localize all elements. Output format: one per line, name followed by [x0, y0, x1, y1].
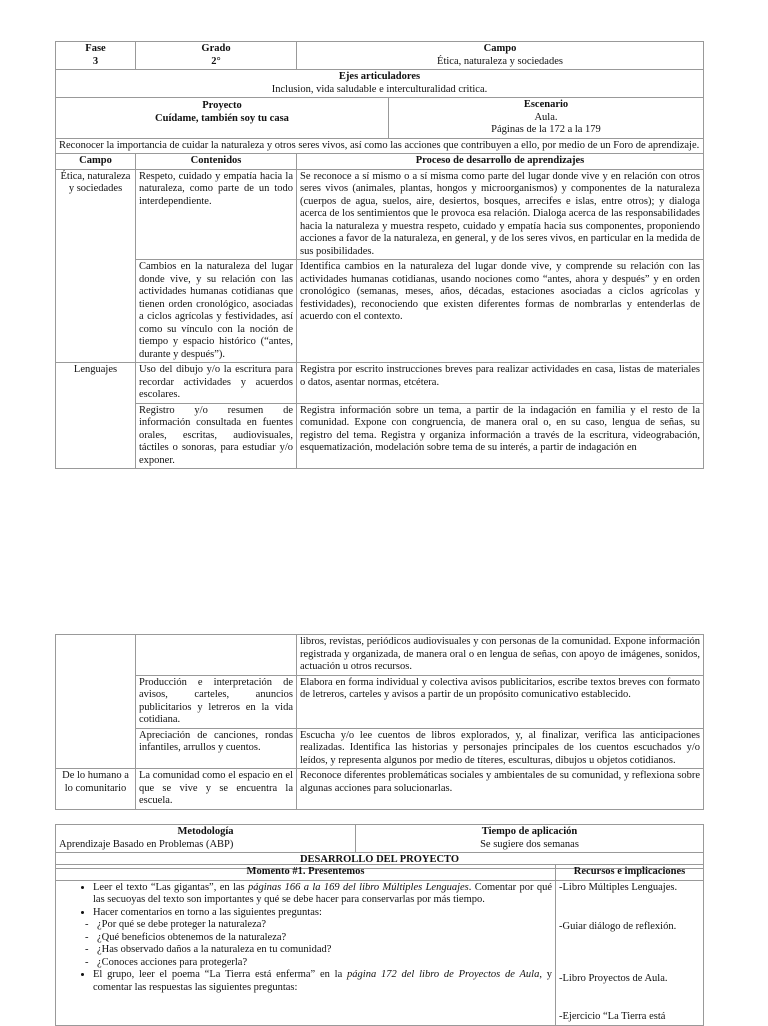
ejes-value: Inclusion, vida saludable e interculturalidad critica. [271, 83, 488, 95]
grado-label: Grado [201, 43, 231, 54]
question-item: - ¿Qué beneficios obtenemos de la naturaleza? [59, 932, 552, 945]
activity-ref: páginas 166 a la 169 del libro Múltiples Lenguajes [248, 881, 469, 893]
proceso-cell: Elabora en forma individual y colectiva avisos publicitarios, escribe textos breves con formato de letreros, carteles y avisos a partir de un propósito comunicativo establecido. [297, 675, 704, 728]
activity-text: El grupo, leer el poema “La Tierra está enferma” en la [93, 969, 348, 980]
recurso-item: -Ejercicio “La Tierra está [559, 1011, 666, 1022]
proceso-cell: Registra información sobre un tema, a partir de la indagación en familia y el resto de la comunidad. Expone con congruencia, de manera oral o, en su caso, lengua de señas, su registro del tema. Registra y organiza información a través de la escritura, videograbación, esquematización, modelación sobre tema de su interés, a partir de indagación en [297, 403, 704, 469]
col-header-campo: Campo [56, 154, 136, 170]
proceso-cell: libros, revistas, periódicos audiovisuales y con personas de la comunidad. Expone información registrada y organizada, de manera oral o en lengua de señas, con apoyo de imágenes, sonidos, actuación u otros recursos. [297, 635, 704, 676]
metodologia-label: Metodología [177, 826, 234, 837]
campo-etica: Ética, naturaleza y sociedades [56, 169, 136, 363]
activity-text: Hacer comentarios en torno a las siguientes preguntas: [93, 906, 322, 918]
ejes-cell [56, 70, 704, 98]
campo-cell [297, 42, 704, 70]
activity-text: . Comentar por qué las secuoyas del texto son importantes y qué se debe hacer para conservarlas por más tiempo. [93, 881, 552, 905]
recursos-title: Recursos e implicaciones [556, 865, 704, 881]
campo-continued [56, 635, 136, 769]
fase-label: Fase [85, 43, 106, 54]
metodologia-value: Aprendizaje Basado en Problemas (ABP) [59, 838, 234, 850]
fase-cell [56, 42, 136, 70]
objetivo-cell: Reconocer la importancia de cuidar la naturaleza y otros seres vivos, así como las acciones que contribuyen a ello, por medio de un Foro de aprendizaje. [56, 138, 704, 154]
escenario-label: Escenario [523, 99, 569, 110]
col-header-proceso: Proceso de desarrollo de aprendizajes [297, 154, 704, 170]
grado-cell [136, 42, 297, 70]
desarrollo-title: DESARROLLO DEL PROYECTO [56, 853, 704, 869]
activities-list [59, 969, 552, 994]
proceso-cell: Reconoce diferentes problemáticas sociales y ambientales de su comunidad, y reflexiona sobre algunas acciones para solucionarlas. [297, 769, 704, 810]
questions-list [59, 919, 552, 969]
activity-ref: página 172 del libro de Proyectos de Aula [347, 969, 540, 980]
contenido-cell: La comunidad como el espacio en el que se vive y se encuentra la escuela. [136, 769, 297, 810]
recurso-item: -Libro Múltiples Lenguajes. [559, 881, 678, 893]
proceso-cell: Se reconoce a sí mismo o a sí misma como parte del lugar donde vive y en relación con otros seres vivos (animales, plantas, hongos y microorganismos) y componentes de la naturaleza (cuerpos de agua, suelos, aire, desiertos, bosques, arrecifes e islas, entre otros); y dialoga acerca de los sentimientos que le provoca esa relación. Dialoga acerca de las responsabilidades hacia la naturaleza y muestra respeto, cuidado y empatía hacia sus componentes, proponiendo acciones a favor de la naturaleza, en general, y de los seres vivos, en particular en la medida de sus posibilidades. [297, 169, 704, 260]
grado-value: 2° [211, 55, 221, 67]
tiempo-cell [356, 825, 704, 853]
metodologia-table [55, 824, 704, 869]
momento-title: Momento #1. Presentemos [56, 865, 556, 881]
escenario-pages: Páginas de la 172 a la 179 [491, 124, 601, 135]
contenido-cell: Uso del dibujo y/o la escritura para recordar actividades y acuerdos escolares. [136, 363, 297, 404]
proceso-cell: Identifica cambios en la naturaleza del lugar donde vive, y comprende su relación con las actividades humanas cotidianas, usando nociones como “antes, ahora y después” y en orden cronológico (semanas, meses, años, décadas, estaciones asociadas a ciclos agrícolas y festividades), reconociendo que existen diferentes formas de nombrarlas y entenderlas de acuerdo con el contexto. [297, 260, 704, 363]
proceso-cell: Escucha y/o lee cuentos de libros explorados, y, al finalizar, verifica las anticipaciones realizadas. Identifica las historias y personajes principales de los cuentos escuchados y/o leídos, y representa algunos por medio de títeres, esculturas, dibujos u objetos cotidianos. [297, 728, 704, 769]
fase-value: 3 [92, 55, 99, 67]
proyecto-value: Cuídame, también soy tu casa [155, 112, 289, 124]
activities-list [59, 882, 552, 920]
proyecto-label: Proyecto [202, 100, 242, 111]
campo-lenguajes: Lenguajes [56, 363, 136, 469]
tiempo-label: Tiempo de aplicación [481, 826, 578, 837]
planning-table-page1 [55, 41, 704, 469]
activity-text: , y comentar las respuestas las siguientes preguntas: [93, 969, 552, 993]
contenido-cell: Producción e interpretación de avisos, carteles, anuncios publicitarios y letreros en la vida cotidiana. [136, 675, 297, 728]
proceso-cell: Registra por escrito instrucciones breves para realizar actividades en casa, listas de materiales o datos, asentar normas, etcétera. [297, 363, 704, 404]
question-item: - ¿Has observado daños a la naturaleza en tu comunidad? [59, 944, 552, 957]
contenido-cell: Cambios en la naturaleza del lugar donde vive, y su relación con las actividades humanas cotidianas que tienen orden cronológico, asociadas a ciclos agrícolas y festividades, así como su vínculo con la noción de tiempo y espacio histórico (“antes, durante y después”). [136, 260, 297, 363]
tiempo-value: Se sugiere dos semanas [480, 838, 579, 850]
activity-item [93, 882, 552, 907]
activity-item [93, 907, 552, 920]
ejes-label: Ejes articuladores [338, 71, 421, 82]
campo-label: Campo [483, 43, 517, 54]
col-header-contenidos: Contenidos [136, 154, 297, 170]
question-item: - ¿Conoces acciones para protegerla? [59, 957, 552, 970]
recursos-cell [556, 880, 704, 1025]
momento-table [55, 864, 704, 1026]
contenido-cell: Registro y/o resumen de información consultada en fuentes orales, escritas, audiovisuales, táctiles o sonoras, para estudiar y/o exponer. [136, 403, 297, 469]
question-item: - ¿Por qué se debe proteger la naturaleza? [59, 919, 552, 932]
escenario-value: Aula. [534, 111, 558, 123]
recurso-item: -Libro Proyectos de Aula. [559, 972, 668, 984]
activities-cell [56, 880, 556, 1025]
contenido-cell: Respeto, cuidado y empatía hacia la naturaleza, como parte de un todo interdependiente. [136, 169, 297, 260]
contenido-continued [136, 635, 297, 676]
planning-table-page2 [55, 634, 704, 810]
recurso-item: -Guiar diálogo de reflexión. [559, 921, 677, 932]
proyecto-cell [56, 98, 389, 139]
escenario-cell [389, 98, 704, 139]
campo-humano: De lo humano a lo comunitario [56, 769, 136, 810]
activity-text: Leer el texto “Las gigantas”, en las [93, 881, 248, 893]
activity-item [93, 969, 552, 994]
campo-value: Ética, naturaleza y sociedades [437, 55, 563, 67]
metodologia-cell [56, 825, 356, 853]
contenido-cell: Apreciación de canciones, rondas infantiles, arrullos y cuentos. [136, 728, 297, 769]
